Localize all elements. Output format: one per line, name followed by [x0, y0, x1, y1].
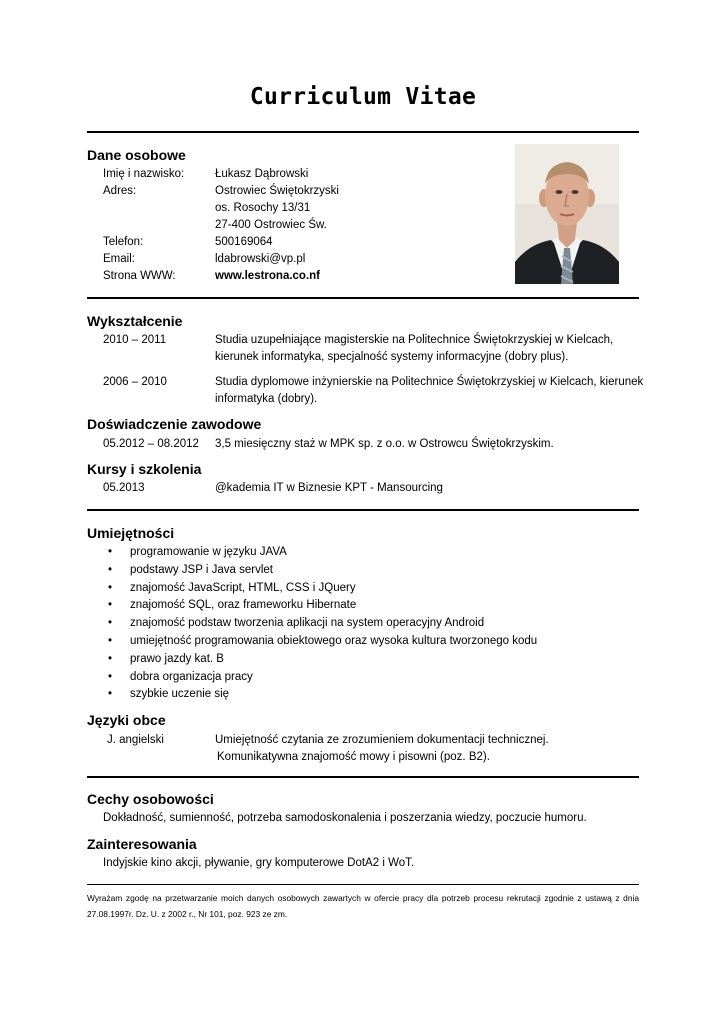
bullet-icon: • [107, 563, 113, 576]
language-description-line: Komunikatywna znajomość mowy i pisowni (poz. B2). [217, 751, 490, 763]
skill-text: znajomość JavaScript, HTML, CSS i JQuery [130, 581, 356, 594]
skill-text: umiejętność programowania obiektowego oraz wysoka kultura tworzonego kodu [130, 634, 538, 647]
course-period: 05.2013 [103, 482, 145, 494]
bullet-icon: • [107, 581, 113, 594]
section-heading-personal: Dane osobowe [87, 147, 186, 163]
www-label: Strona WWW: [103, 270, 176, 282]
section-heading-skills: Umiejętności [87, 525, 175, 541]
divider [87, 297, 639, 299]
list-item [105, 651, 635, 669]
divider [87, 884, 639, 885]
skill-text: znajomość podstaw tworzenia aplikacji na system operacyjny Android [130, 617, 485, 630]
section-heading-interests: Zainteresowania [87, 836, 197, 852]
course-description: @kademia IT w Biznesie KPT - Mansourcing [215, 482, 443, 494]
section-heading-education: Wykształcenie [87, 313, 183, 329]
list-item [105, 669, 635, 687]
list-item [105, 615, 635, 633]
email-value[interactable]: ldabrowski@vp.pl [215, 253, 306, 265]
profile-photo [515, 144, 619, 284]
list-item [105, 686, 635, 704]
bullet-icon: • [107, 617, 113, 630]
education-period: 2006 – 2010 [103, 376, 167, 388]
list-item [105, 562, 635, 580]
section-heading-courses: Kursy i szkolenia [87, 461, 202, 477]
bullet-icon: • [107, 599, 113, 612]
skill-text: szybkie uczenie się [130, 688, 230, 701]
skill-text: prawo jazdy kat. B [130, 652, 224, 665]
list-item [105, 633, 635, 651]
consent-clause: Wyrażam zgodę na przetwarzanie moich danych osobowych zawartych w ofercie pracy dla potrzeb procesu rekrutacji zgodnie z ustawą z dnia 27.08.1997r. Dz. U. z 2002 r., Nr 101, poz. 923 ze zm. [87, 893, 639, 919]
skill-text: programowanie w języku JAVA [130, 546, 287, 558]
education-description-line: kierunek informatyka, specjalność systemy informacyjne (dobry plus). [215, 351, 569, 363]
list-item [105, 597, 635, 615]
education-description-line: Studia dyplomowe inżynierskie na Politechnice Świętokrzyskiej w Kielcach, kierunek [215, 376, 644, 388]
education-description-line: Studia uzupełniające magisterskie na Politechnice Świętokrzyskiej w Kielcach, [215, 334, 614, 346]
education-description-line: informatyka (dobry). [215, 393, 318, 405]
www-link[interactable]: www.lestrona.co.nf [215, 270, 321, 282]
phone-value: 500169064 [215, 236, 273, 248]
section-heading-languages: Języki obce [87, 712, 166, 728]
language-name: J. angielski [107, 734, 164, 746]
email-label: Email: [103, 253, 135, 265]
name-label: Imię i nazwisko: [103, 168, 185, 180]
address-label: Adres: [103, 185, 137, 197]
interests-text: Indyjskie kino akcji, pływanie, gry komputerowe DotA2 i WoT. [103, 857, 415, 869]
list-item [105, 580, 635, 598]
list-item [105, 544, 635, 562]
traits-text: Dokładność, sumienność, potrzeba samodoskonalenia i poszerzania wiedzy, poczucie humoru. [103, 812, 587, 824]
section-heading-traits: Cechy osobowości [87, 791, 214, 807]
address-line-1: Ostrowiec Świętokrzyski [215, 185, 339, 197]
divider [87, 131, 639, 133]
bullet-icon: • [107, 634, 113, 647]
bullet-icon: • [107, 546, 113, 558]
bullet-icon: • [107, 670, 113, 683]
experience-period: 05.2012 – 08.2012 [103, 438, 199, 450]
section-heading-experience: Doświadczenie zawodowe [87, 416, 262, 432]
experience-description: 3,5 miesięczny staż w MPK sp. z o.o. w Ostrowcu Świętokrzyskim. [215, 438, 554, 450]
bullet-icon: • [107, 688, 113, 701]
skill-text: podstawy JSP i Java servlet [130, 563, 273, 576]
skills-list [105, 544, 635, 704]
address-line-3: 27-400 Ostrowiec Św. [215, 219, 327, 231]
phone-label: Telefon: [103, 236, 144, 248]
bullet-icon: • [107, 652, 113, 665]
language-description-line: Umiejętność czytania ze zrozumieniem dokumentacji technicznej. [215, 734, 549, 746]
divider [87, 509, 639, 511]
name-value: Łukasz Dąbrowski [215, 168, 309, 180]
skill-text: dobra organizacja pracy [130, 670, 253, 683]
skill-text: znajomość SQL, oraz frameworku Hibernate [130, 599, 357, 612]
address-line-2: os. Rosochy 13/31 [215, 202, 311, 214]
document-title: Curriculum Vitae [249, 84, 477, 110]
divider [87, 776, 639, 778]
education-period: 2010 – 2011 [103, 334, 167, 346]
